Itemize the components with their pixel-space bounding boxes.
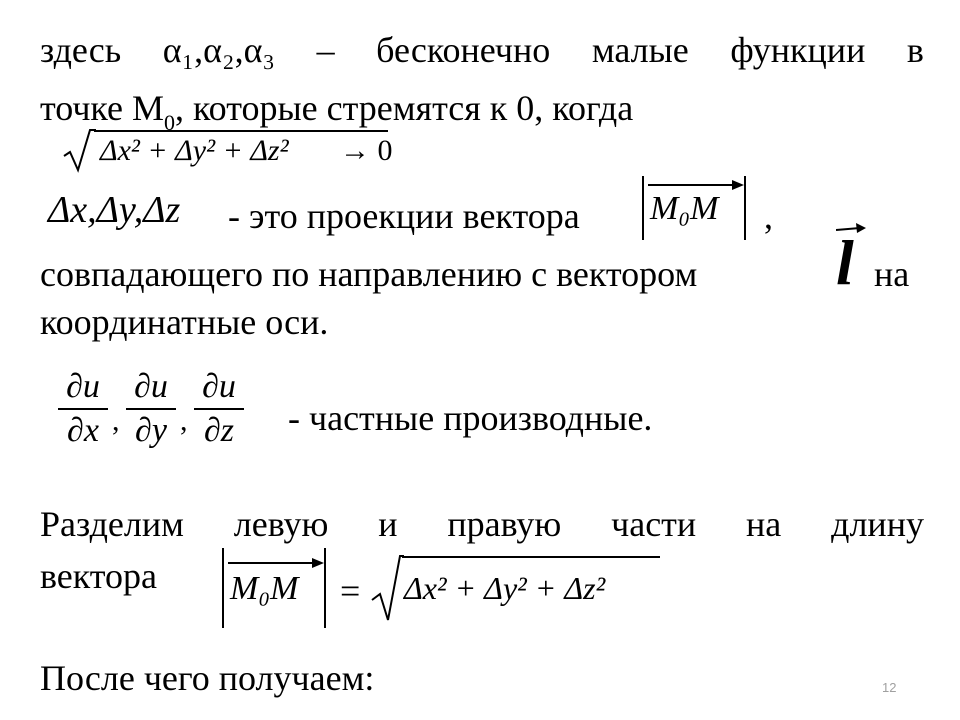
line-1 [40,30,924,70]
word: левую [233,504,329,544]
text: совпадающего по направлению с вектором [40,254,698,294]
line-6 [40,504,924,544]
subscript: 0 [164,110,176,135]
sqrt-body: Δx² + Δy² + Δz² [404,570,606,606]
vector-arrow-icon [228,556,324,570]
limit-arrow: → 0 [340,134,393,167]
partial-z: $\frac{\partial u}{\partial z}$ [194,370,244,448]
text: - это проекции вектора [228,196,580,236]
comma: , [764,196,773,236]
partial-y: $\frac{\partial u}{\partial y}$ [126,370,176,448]
alpha-list: α₁,α₂,α₃ [162,30,275,70]
word: малые [591,30,689,70]
text: вектора [40,556,158,596]
page-number: 12 [882,680,897,695]
word: и [378,504,398,544]
sqrt-sign-icon [368,552,404,624]
word: Разделим [40,504,184,544]
word: здесь [40,30,122,70]
delta-projections: Δx,Δy,Δz [48,189,181,231]
vector-label: M₀M [230,570,299,607]
text: точке M [40,88,165,128]
text: , которые стремятся к 0, когда [175,88,634,128]
vector-magnitude [640,176,748,240]
limit-formula [60,128,420,174]
word: функции [730,30,866,70]
word: на [746,504,782,544]
word: бесконечно [376,30,551,70]
text: координатные оси. [40,302,329,342]
equals-sign: = [340,571,361,611]
word: – [316,30,335,70]
vector-magnitude [220,548,328,628]
word: правую [447,504,562,544]
word: длину [831,504,924,544]
text: После чего получаем: [40,658,375,698]
vector-label: M₀M [650,190,719,227]
comma: , [180,404,188,437]
word: части [611,504,697,544]
vector-l [830,222,870,298]
sqrt-body: Δx² + Δy² + Δz² [100,134,289,167]
partial-x: $\frac{\partial u}{\partial x}$ [58,370,108,448]
text: на [874,254,910,294]
word: в [906,30,924,70]
vector-l-label: l [836,227,854,298]
magnitude-formula [368,552,668,624]
comma: , [112,404,120,437]
sqrt-sign-icon [60,128,96,174]
line-2 [40,88,633,133]
text: - частные производные. [288,398,653,438]
